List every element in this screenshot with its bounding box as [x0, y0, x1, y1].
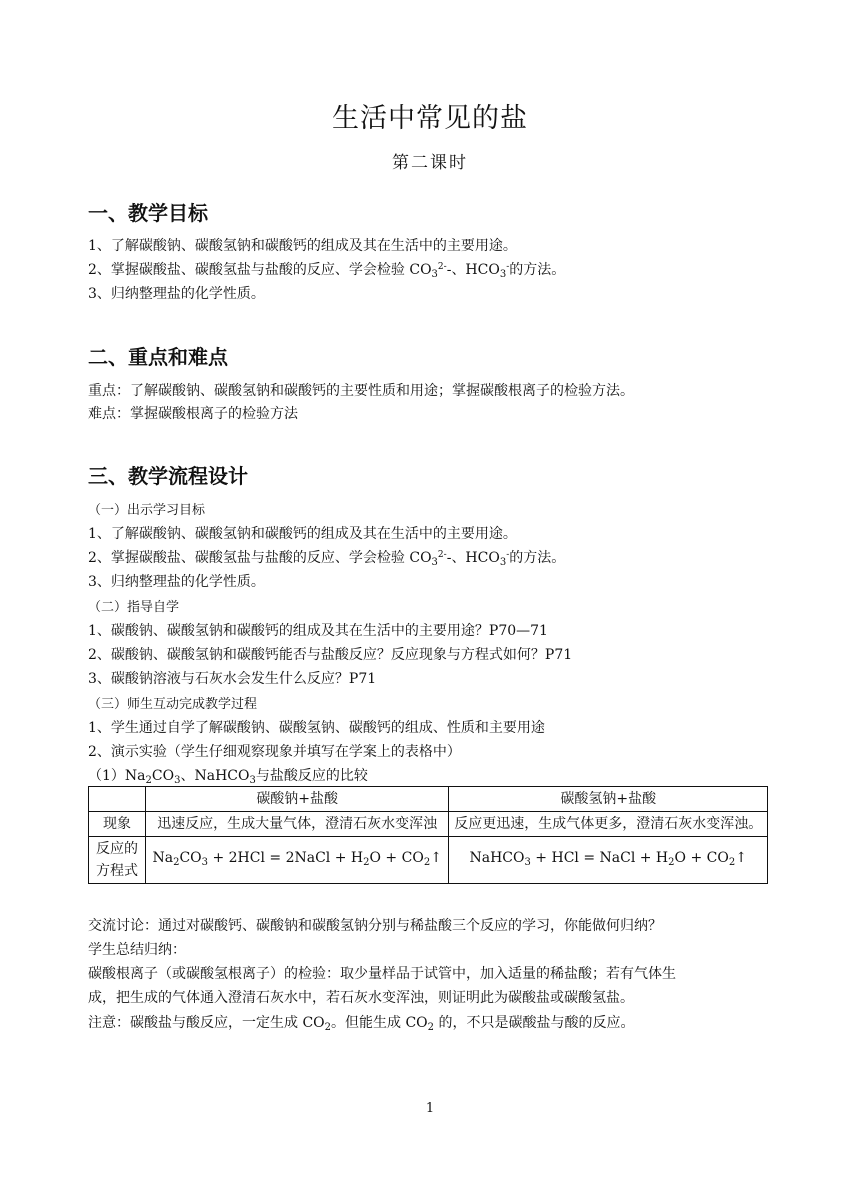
document-title: 生活中常见的盐 [332, 103, 528, 134]
interaction-item-2: 2、演示实验（学生仔细观察现象并填写在学案上的表格中） [88, 744, 461, 760]
flow-goal-item-3: 3、归纳整理盐的化学性质。 [88, 574, 265, 590]
summary-line-2: 成，把生成的气体通入澄清石灰水中，若石灰水变浑浊，则证明此为碳酸盐或碳酸氢盐。 [88, 990, 634, 1006]
table-cell-phenomenon-carbonate: 迅速反应，生成大量气体，澄清石灰水变浑浊 [145, 812, 449, 837]
section-heading-flow: 三、教学流程设计 [88, 464, 248, 488]
key-point: 重点：了解碳酸钠、碳酸氢钠和碳酸钙的主要性质和用途；掌握碳酸根离子的检验方法。 [88, 383, 634, 399]
goal-item-2-suffix: 的方法。 [509, 262, 566, 278]
page-number: 1 [425, 1101, 435, 1116]
summary-label: 学生总结归纳： [88, 942, 186, 958]
goal-item-1: 1、了解碳酸钠、碳酸氢钠和碳酸钙的组成及其在生活中的主要用途。 [88, 238, 517, 254]
flow-goal-item-2: 2、掌握碳酸盐、碳酸氢盐与盐酸的反应、学会检验 $CO_3^{2-}-$、$HCO_3^-$的方法。 [88, 550, 566, 568]
comparison-label: $(1)Na_2CO_3$、NaHCO$_3$与盐酸反应的比较 [88, 768, 368, 786]
subsection-2-label: （二）指导自学 [88, 600, 180, 615]
document-subtitle: 第二课时 [392, 153, 468, 173]
goal-item-2-prefix: 2、掌握碳酸盐、碳酸氢盐与盐酸的反应、学会检验 CO [88, 262, 432, 278]
comparison-label-mid2: 、NaHCO [180, 768, 250, 784]
self-study-item-1: 1、碳酸钠、碳酸氢钠和碳酸钙的组成及其在生活中的主要用途？P70—71 [88, 623, 548, 639]
table-row [89, 787, 768, 812]
section-heading-goals: 一、教学目标 [88, 201, 208, 225]
self-study-item-2: 2、碳酸钠、碳酸氢钠和碳酸钙能否与盐酸反应？反应现象与方程式如何？P71 [88, 647, 573, 663]
section-heading-key-points: 二、重点和难点 [88, 345, 228, 369]
goal-item-2: 2、掌握碳酸盐、碳酸氢盐与盐酸的反应、学会检验 $CO_3^{2-}-$、$HCO_3^-$的方法。 [88, 262, 566, 280]
note-suffix: 的，不只是碳酸盐与酸的反应。 [434, 1015, 635, 1031]
comparison-label-prefix: （1）Na [88, 768, 146, 784]
note-prefix: 注意：碳酸盐与酸反应，一定生成 CO [88, 1015, 325, 1031]
table-row [89, 837, 768, 884]
subsection-1-label: （一）出示学习目标 [88, 503, 206, 518]
flow-goal-item-2-prefix: 2、掌握碳酸盐、碳酸氢盐与盐酸的反应、学会检验 CO [88, 550, 432, 566]
table-row-label-phenomenon: 现象 [89, 812, 146, 837]
comparison-label-suffix: 与盐酸反应的比较 [255, 768, 368, 784]
goal-item-3: 3、归纳整理盐的化学性质。 [88, 286, 265, 302]
self-study-item-3: 3、碳酸钠溶液与石灰水会发生什么反应？P71 [88, 671, 377, 687]
comparison-table [88, 786, 768, 884]
note-text: 注意：碳酸盐与酸反应，一定生成 $CO_2$。但能生成 $CO_2$ 的，不只是碳酸盐与酸的反应。 [88, 1015, 635, 1033]
summary-line-1: 碳酸根离子（或碳酸氢根离子）的检验：取少量样品于试管中，加入适量的稀盐酸；若有气体生 [88, 966, 676, 982]
goal-item-2-mid: 、HCO [451, 262, 500, 278]
subsection-3-label: （三）师生互动完成教学过程 [88, 697, 258, 712]
table-cell-phenomenon-bicarbonate: 反应更迅速，生成气体更多，澄清石灰水变浑浊。 [449, 812, 768, 837]
table-header-sodium-carbonate: 碳酸钠+盐酸 [145, 787, 449, 812]
table-header-sodium-bicarbonate: 碳酸氢钠+盐酸 [449, 787, 768, 812]
table-corner-cell [89, 787, 146, 812]
flow-goal-item-2-suffix: 的方法。 [509, 550, 566, 566]
table-cell-equation-carbonate: $Na_2CO_3 + 2HCl$ = 2NaCl + $H_2O$ + $CO_2↑$ [145, 837, 449, 884]
table-row-label-equation: 反应的方程式 [89, 837, 146, 884]
flow-goal-item-1: 1、了解碳酸钠、碳酸氢钠和碳酸钙的组成及其在生活中的主要用途。 [88, 526, 517, 542]
flow-goal-item-2-mid: 、HCO [451, 550, 500, 566]
note-mid: 。但能生成 CO [331, 1015, 428, 1031]
interaction-item-1: 1、学生通过自学了解碳酸钠、碳酸氢钠、碳酸钙的组成、性质和主要用途 [88, 720, 545, 736]
discussion-text: 交流讨论：通过对碳酸钙、碳酸钠和碳酸氢钠分别与稀盐酸三个反应的学习，你能做何归纳？ [88, 918, 662, 934]
comparison-label-mid1: CO [151, 768, 175, 784]
table-cell-equation-bicarbonate: NaHCO$_3$ + HCl = NaCl + $H_2O$ + $CO_2↑$ [449, 837, 768, 884]
difficult-point: 难点：掌握碳酸根离子的检验方法 [88, 406, 298, 422]
table-row [89, 812, 768, 837]
